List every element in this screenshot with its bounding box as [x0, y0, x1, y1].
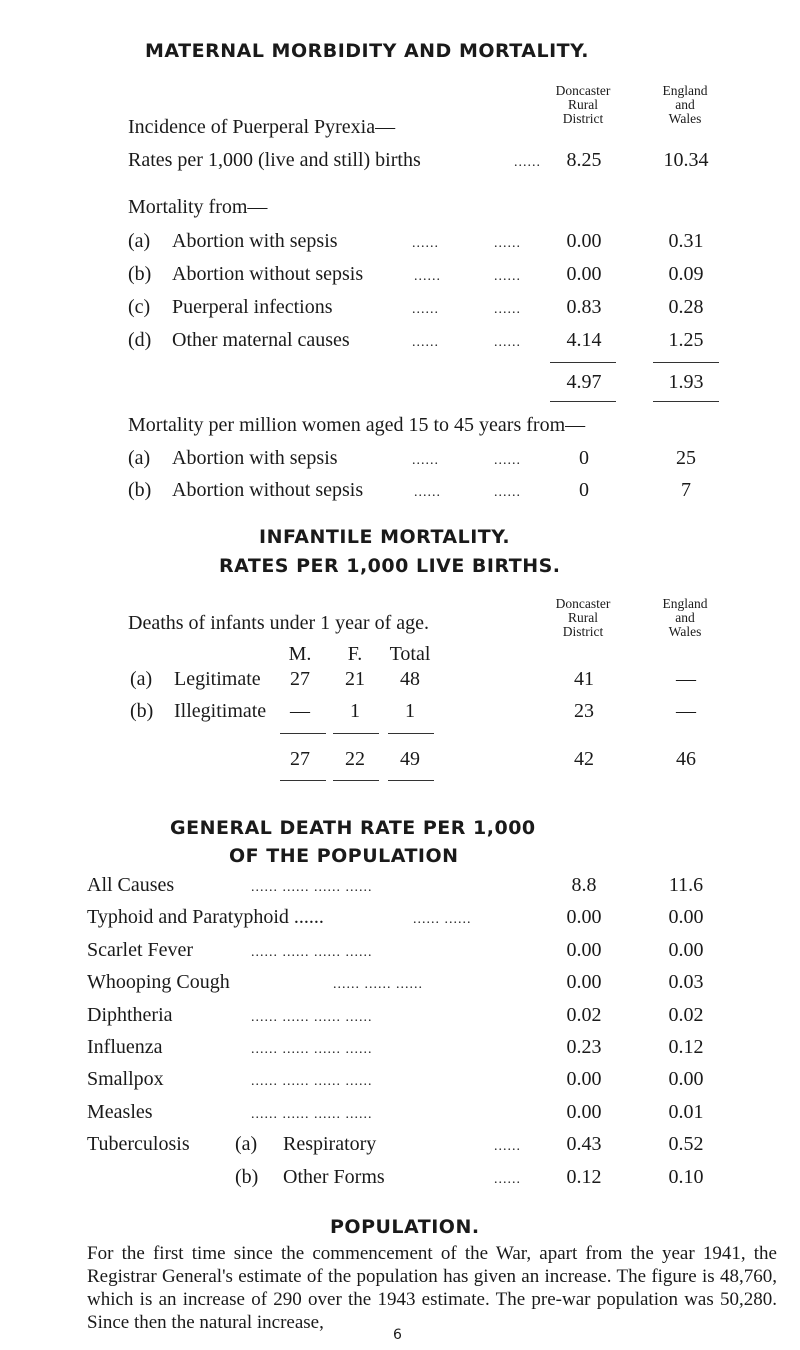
- value-doncaster: 4.14: [566, 329, 602, 351]
- infantile-heading: Deaths of infants under 1 year of age.: [128, 612, 429, 634]
- value-england: 0.09: [668, 263, 704, 285]
- leader-dots: ......: [494, 335, 521, 350]
- leader-dots: ...... ...... ...... ......: [251, 880, 373, 895]
- leader-dots: ...... ...... ...... ......: [251, 1074, 373, 1089]
- col-header-doncaster: Doncaster Rural District: [555, 83, 611, 126]
- subcol-total: Total: [389, 643, 431, 665]
- leader-dots: ...... ...... ...... ......: [251, 1010, 373, 1025]
- value-england: 0.31: [668, 230, 704, 252]
- leader-dots: ......: [494, 269, 521, 284]
- pyrexia-doncaster: 8.25: [566, 149, 602, 171]
- pyrexia-england: 10.34: [663, 149, 709, 171]
- value-total: 1: [405, 700, 415, 722]
- value-england: 11.6: [668, 874, 704, 896]
- leader-dots: ...... ......: [413, 912, 472, 927]
- value-doncaster: 0.00: [566, 263, 602, 285]
- maternal-title: MATERNAL MORBIDITY AND MORTALITY.: [145, 40, 589, 62]
- infantile-subtitle: RATES PER 1,000 LIVE BIRTHS.: [219, 555, 561, 577]
- value-m: 27: [290, 668, 310, 690]
- total-england: 1.93: [668, 371, 704, 393]
- value-f: 21: [345, 668, 365, 690]
- row-letter: (a): [128, 230, 151, 252]
- row-letter: (c): [128, 296, 151, 318]
- row-label: Abortion with sepsis: [172, 447, 338, 469]
- value-doncaster: 0.23: [566, 1036, 602, 1058]
- row-label: Measles: [87, 1101, 153, 1123]
- row-label: Typhoid and Paratyphoid ......: [87, 906, 324, 928]
- page-number: 6: [393, 1327, 402, 1343]
- row-letter: (b): [128, 263, 152, 285]
- divider: [653, 362, 719, 363]
- leader-dots: ...... ...... ...... ......: [251, 1107, 373, 1122]
- leader-dots: ...... ...... ......: [333, 977, 423, 992]
- value-england: 25: [676, 447, 696, 469]
- row-label: Other maternal causes: [172, 329, 350, 351]
- value-doncaster: 0.00: [566, 1101, 602, 1123]
- leader-dots: ......: [412, 236, 439, 251]
- value-doncaster: 0.12: [566, 1166, 602, 1188]
- value-doncaster: 0.00: [566, 939, 602, 961]
- value-doncaster: 8.8: [571, 874, 597, 896]
- infantile-title: INFANTILE MORTALITY.: [259, 526, 511, 548]
- pyrexia-label: Rates per 1,000 (live and still) births: [128, 149, 421, 171]
- row-label: Respiratory: [283, 1133, 377, 1155]
- value-m: —: [290, 700, 310, 722]
- value-england: —: [676, 700, 696, 722]
- row-letter: (d): [128, 329, 152, 351]
- general-title-line2: OF THE POPULATION: [229, 845, 459, 867]
- row-letter: (a): [128, 447, 151, 469]
- value-f: 1: [350, 700, 360, 722]
- value-england: 0.00: [668, 1068, 704, 1090]
- million-heading: Mortality per million women aged 15 to 45 years from—: [128, 414, 586, 436]
- value-doncaster: 0.00: [566, 971, 602, 993]
- value-doncaster: 0: [579, 447, 589, 469]
- leader-dots: ......: [494, 236, 521, 251]
- total-all: 49: [400, 748, 420, 770]
- leader-dots: ......: [514, 155, 541, 170]
- value-england: 7: [681, 479, 691, 501]
- leader-dots: ......: [494, 1172, 521, 1187]
- row-label: Scarlet Fever: [87, 939, 194, 961]
- leader-dots: ......: [494, 485, 521, 500]
- row-label: Diphtheria: [87, 1004, 173, 1026]
- leader-dots: ...... ...... ...... ......: [251, 945, 373, 960]
- value-england: 0.03: [668, 971, 704, 993]
- divider: [550, 362, 616, 363]
- total-doncaster: 42: [574, 748, 594, 770]
- value-doncaster: 0.00: [566, 1068, 602, 1090]
- divider: [653, 401, 719, 402]
- row-label: Abortion without sepsis: [172, 479, 364, 501]
- total-m: 27: [290, 748, 310, 770]
- value-england: 0.01: [668, 1101, 704, 1123]
- total-doncaster: 4.97: [566, 371, 602, 393]
- value-england: 0.12: [668, 1036, 704, 1058]
- row-label: Whooping Cough: [87, 971, 230, 993]
- total-f: 22: [345, 748, 365, 770]
- value-england: 0.00: [668, 906, 704, 928]
- row-label: Puerperal infections: [172, 296, 333, 318]
- row-label: Abortion with sepsis: [172, 230, 338, 252]
- leader-dots: ......: [414, 485, 441, 500]
- value-doncaster: 0: [579, 479, 589, 501]
- value-doncaster: 0.02: [566, 1004, 602, 1026]
- divider: [280, 733, 326, 734]
- value-england: 0.52: [668, 1133, 704, 1155]
- value-england: 0.10: [668, 1166, 704, 1188]
- row-letter: (b): [128, 479, 152, 501]
- leader-dots: ...... ...... ...... ......: [251, 1042, 373, 1057]
- general-title-line1: GENERAL DEATH RATE PER 1,000: [170, 817, 536, 839]
- subcol-m: M.: [288, 643, 312, 665]
- divider: [280, 780, 326, 781]
- subcol-f: F.: [347, 643, 363, 665]
- row-label: Abortion without sepsis: [172, 263, 364, 285]
- divider: [333, 733, 379, 734]
- row-letter: (a): [235, 1133, 258, 1155]
- tb-label: Tuberculosis: [87, 1133, 190, 1155]
- leader-dots: ......: [412, 453, 439, 468]
- leader-dots: ......: [414, 269, 441, 284]
- divider: [550, 401, 616, 402]
- value-doncaster: 0.83: [566, 296, 602, 318]
- value-doncaster: 0.00: [566, 230, 602, 252]
- leader-dots: ......: [494, 302, 521, 317]
- divider: [388, 733, 434, 734]
- row-label: Legitimate: [174, 668, 261, 690]
- col-header-england: England and Wales: [662, 596, 708, 639]
- row-letter: (b): [130, 700, 154, 722]
- row-letter: (a): [130, 668, 153, 690]
- leader-dots: ......: [494, 1139, 521, 1154]
- row-label: Illegitimate: [174, 700, 267, 722]
- value-total: 48: [400, 668, 420, 690]
- value-doncaster: 41: [574, 668, 594, 690]
- population-paragraph: For the first time since the commencement of the War, apart from the year 1941, the Registrar General's estimate of the population has given an increase. The figure is 48,760, which is an increase of 290 over the 1943 estimate. The pre-war population was 50,280. Since then the natural increase,: [87, 1243, 777, 1333]
- row-letter: (b): [235, 1166, 259, 1188]
- row-label: Influenza: [87, 1036, 163, 1058]
- value-england: —: [676, 668, 696, 690]
- population-title: POPULATION.: [330, 1216, 480, 1238]
- value-doncaster: 23: [574, 700, 594, 722]
- row-label: All Causes: [87, 874, 175, 896]
- divider: [388, 780, 434, 781]
- row-label: Other Forms: [283, 1166, 385, 1188]
- value-doncaster: 0.43: [566, 1133, 602, 1155]
- value-england: 0.02: [668, 1004, 704, 1026]
- pyrexia-heading: Incidence of Puerperal Pyrexia—: [128, 116, 396, 138]
- leader-dots: ......: [412, 335, 439, 350]
- mortality-heading: Mortality from—: [128, 196, 268, 218]
- value-england: 0.28: [668, 296, 704, 318]
- value-england: 0.00: [668, 939, 704, 961]
- leader-dots: ......: [412, 302, 439, 317]
- divider: [333, 780, 379, 781]
- total-england: 46: [676, 748, 696, 770]
- col-header-england: England and Wales: [662, 83, 708, 126]
- row-label: Smallpox: [87, 1068, 164, 1090]
- leader-dots: ......: [494, 453, 521, 468]
- value-doncaster: 0.00: [566, 906, 602, 928]
- value-england: 1.25: [668, 329, 704, 351]
- col-header-doncaster: Doncaster Rural District: [555, 596, 611, 639]
